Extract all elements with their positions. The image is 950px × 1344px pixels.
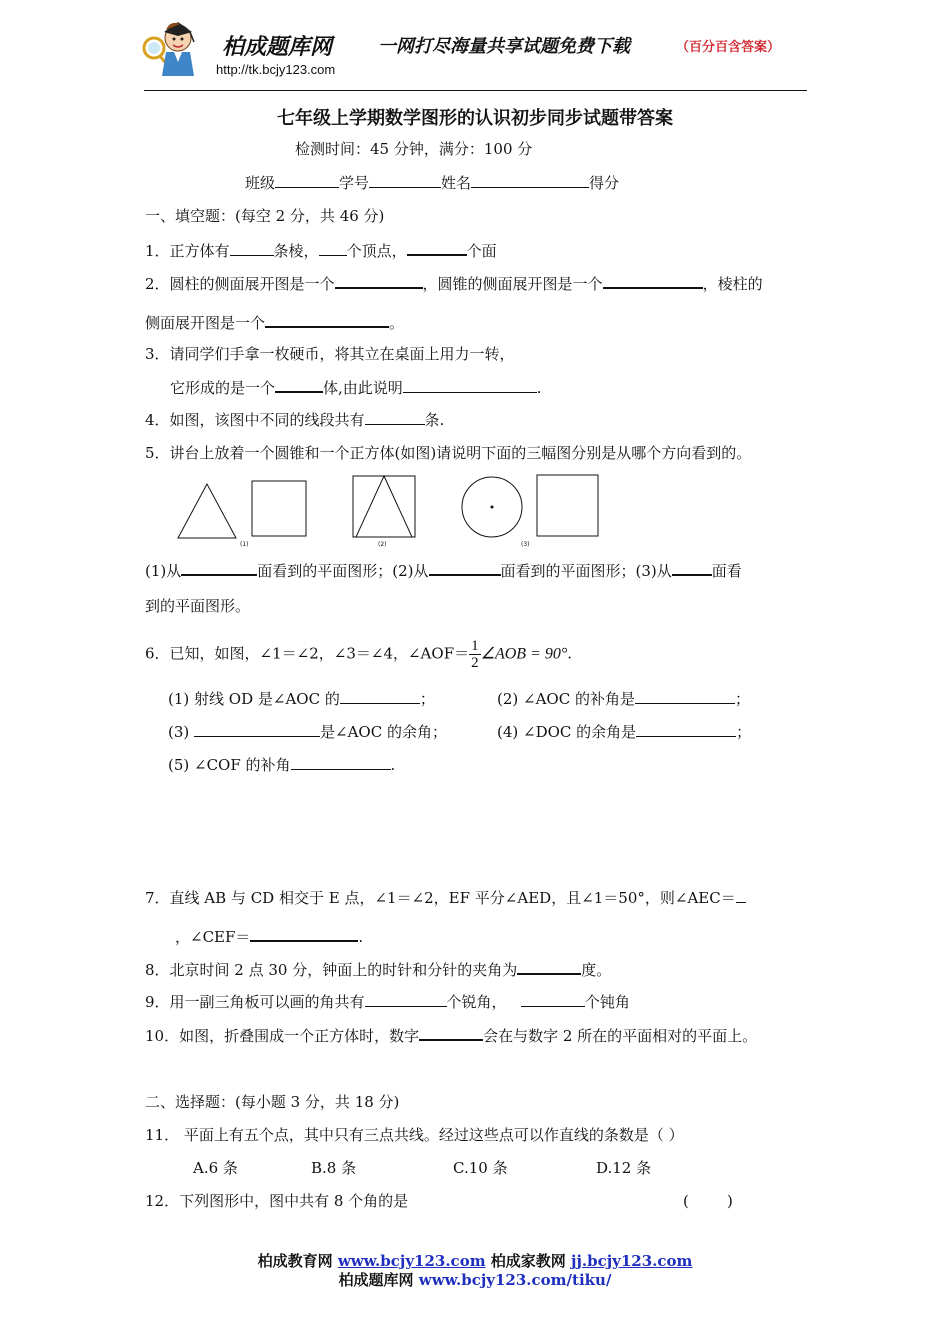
q7-text-b: ，∠CEF＝ [175, 928, 251, 946]
footer-edu-link[interactable]: www.bcjy123.com [337, 1252, 486, 1270]
question-4 [145, 410, 444, 430]
q10-text-b: 会在与数字 2 所在的平面相对的平面上。 [483, 1027, 758, 1045]
q2-text-d: 侧面展开图是一个 [145, 314, 266, 332]
footer-tiku-label: 柏成题库网 [338, 1271, 419, 1289]
header-badge: （百分百含答案） [676, 40, 781, 55]
footer-edu-label: 柏成教育网 [257, 1252, 338, 1270]
q6-p5-end: . [390, 756, 396, 774]
fig-label-2: (2) [378, 541, 387, 548]
q3-text-b: 体,由此说明 [323, 379, 403, 397]
q1-text-b: 条棱， [273, 242, 319, 260]
class-label: 班级 [245, 174, 276, 192]
q6-p1-text: (1) 射线 OD 是∠AOC 的 [168, 690, 340, 708]
q12-answer-paren[interactable]: ( ) [683, 1192, 733, 1210]
header-url[interactable]: http://tk.bcjy123.com [216, 62, 336, 77]
q10-text-a: 10．如图，折叠围成一个正方体时，数字 [145, 1027, 420, 1045]
q6-p2-end: ； [734, 690, 750, 708]
question-7-cont [175, 926, 363, 947]
fig-label-1: (1) [240, 541, 249, 548]
q8-blank[interactable] [517, 959, 581, 975]
q11-option-d[interactable]: D.12 条 [596, 1159, 652, 1177]
q2-text-e: 。 [389, 314, 405, 332]
q9-text-b: 个锐角， [446, 993, 507, 1011]
class-blank[interactable] [275, 173, 339, 188]
q6-end: . [567, 644, 573, 663]
header-slogan: 一网打尽海量共享试题免费下载 [378, 36, 630, 57]
fig-label-3: (3) [521, 541, 530, 548]
footer-line-2 [0, 1269, 950, 1290]
circle-center-dot [491, 506, 494, 509]
q6-p2-text: (2) ∠AOC 的补角是 [497, 690, 635, 708]
q4-blank[interactable] [365, 410, 425, 425]
question-10 [145, 1025, 757, 1046]
q3-blank-2[interactable] [403, 378, 537, 393]
header-rule [144, 90, 807, 91]
q7-blank-1[interactable] [736, 888, 746, 903]
id-label: 学号 [339, 174, 370, 192]
q6-p5-blank[interactable] [291, 755, 391, 770]
q2-blank-1[interactable] [335, 273, 423, 289]
q7-text-c: . [358, 928, 364, 946]
question-8 [145, 959, 611, 980]
q5-text-a: (1)从 [145, 562, 182, 580]
q6-p5-text: (5) ∠COF 的补角 [168, 756, 291, 774]
q5-blank-1[interactable] [181, 560, 257, 576]
q1-text-d: 个面 [466, 242, 497, 260]
q2-blank-2[interactable] [603, 273, 703, 289]
q1-blank-1[interactable] [230, 241, 274, 256]
question-2 [145, 273, 763, 294]
q6-p1-blank[interactable] [340, 689, 420, 704]
q5-figures [170, 470, 620, 552]
q3-blank-1[interactable] [275, 377, 323, 393]
question-9 [145, 992, 630, 1012]
q6-p4-text: (4) ∠DOC 的余角是 [497, 723, 637, 741]
header-mascot [140, 10, 210, 80]
exam-info: 检测时间：45 分钟，满分：100 分 [295, 140, 533, 158]
q6-p3-text: (3) [168, 723, 190, 741]
square-view-3 [537, 475, 598, 536]
fraction-denominator: 2 [471, 655, 479, 671]
question-5-answers [145, 560, 742, 581]
question-6 [145, 638, 572, 671]
q6-p3-end: 是∠AOC 的余角； [320, 723, 447, 741]
question-5: 5．讲台上放着一个圆锥和一个正方体(如图)请说明下面的三幅图分别是从哪个方向看到的。 [145, 444, 752, 462]
footer-tiku-link[interactable]: www.bcjy123.com/tiku/ [418, 1271, 612, 1289]
q6-p4-end: ； [736, 723, 752, 741]
q7-blank-2[interactable] [250, 926, 358, 942]
footer-tutor-label: 柏成家教网 [485, 1252, 572, 1270]
question-3-cont [170, 377, 542, 398]
q4-text-a: 4．如图，该图中不同的线段共有 [145, 411, 365, 429]
question-3: 3．请同学们手拿一枚硬币，将其立在桌面上用力一转， [145, 345, 515, 363]
q6-part-3 [168, 722, 447, 742]
q5-blank-3[interactable] [672, 560, 712, 576]
q2-blank-3[interactable] [265, 312, 389, 328]
q5-blank-2[interactable] [429, 560, 501, 576]
q10-blank[interactable] [419, 1025, 483, 1041]
id-blank[interactable] [369, 173, 441, 188]
fraction-half [469, 638, 481, 671]
question-2-cont [145, 312, 404, 333]
mascot-icon [140, 10, 210, 80]
q6-text-a: 6．已知，如图，∠1＝∠2，∠3＝∠4，∠AOF＝ [145, 644, 470, 663]
question-7 [145, 888, 746, 908]
fraction-numerator: 1 [471, 638, 479, 654]
q1-blank-3[interactable] [407, 240, 467, 256]
q6-p1-end: ； [419, 690, 435, 708]
q3-text-c: . [536, 379, 542, 397]
q6-p2-blank[interactable] [635, 689, 735, 704]
q5-text-d: 面看 [711, 562, 742, 580]
q9-blank-1[interactable] [365, 992, 447, 1007]
q9-text-c: 个钝角 [584, 993, 630, 1011]
q8-text-a: 8．北京时间 2 点 30 分，钟面上的时针和分针的夹角为 [145, 961, 518, 979]
footer-tutor-link[interactable]: jj.bcjy123.com [571, 1252, 693, 1270]
q1-text-c: 个顶点， [346, 242, 407, 260]
section1-heading: 一、填空题：(每空 2 分，共 46 分) [145, 207, 385, 225]
q2-text-a: 2．圆柱的侧面展开图是一个 [145, 275, 335, 293]
section2-heading: 二、选择题：(每小题 3 分，共 18 分) [145, 1093, 400, 1111]
question-5-answers-cont: 到的平面图形。 [145, 597, 251, 615]
q6-math: ∠AOB = 90° [480, 645, 568, 663]
q6-part-4 [497, 722, 751, 742]
square-view-1 [252, 481, 306, 536]
q6-p3-blank[interactable] [194, 722, 320, 737]
student-info-line [245, 173, 619, 193]
q6-part-1 [168, 689, 435, 709]
q2-text-c: ，棱柱的 [702, 275, 763, 293]
question-1 [145, 240, 497, 261]
footer-line-1 [0, 1250, 950, 1271]
name-label: 姓名 [441, 174, 472, 192]
q3-text-a: 它形成的是一个 [170, 379, 276, 397]
q6-part-5 [168, 755, 395, 775]
name-blank[interactable] [471, 173, 589, 188]
q11-option-a[interactable]: A.6 条 [193, 1159, 238, 1177]
q5-text-b: 面看到的平面图形；(2)从 [257, 562, 429, 580]
q6-part-2 [497, 689, 750, 709]
q9-blank-2[interactable] [521, 992, 585, 1007]
score-label: 得分 [589, 174, 620, 192]
q11-option-c[interactable]: C.10 条 [453, 1159, 508, 1177]
question-12: 12．下列图形中，图中共有 8 个角的是 [145, 1192, 409, 1210]
header-brand: 柏成题库网 [222, 35, 333, 60]
q7-text-a: 7．直线 AB 与 CD 相交于 E 点，∠1＝∠2，EF 平分∠AED，且∠1＝50°，则∠AEC＝ [145, 889, 736, 907]
q1-text-a: 1．正方体有 [145, 242, 230, 260]
triangle-view-1 [178, 484, 236, 538]
q9-text-a: 9．用一副三角板可以画的角共有 [145, 993, 365, 1011]
q4-text-b: 条. [424, 411, 445, 429]
question-11: 11． 平面上有五个点，其中只有三点共线。经过这些点可以作直线的条数是（ ） [145, 1126, 684, 1144]
q11-option-b[interactable]: B.8 条 [311, 1159, 357, 1177]
q6-p4-blank[interactable] [636, 722, 736, 737]
page-title: 七年级上学期数学图形的认识初步同步试题带答案 [277, 108, 673, 129]
q1-blank-2[interactable] [319, 241, 347, 256]
square-view-2 [353, 476, 415, 537]
triangle-view-2 [356, 476, 412, 537]
q2-text-b: ，圆锥的侧面展开图是一个 [422, 275, 603, 293]
q5-text-c: 面看到的平面图形；(3)从 [500, 562, 672, 580]
q8-text-b: 度。 [581, 961, 612, 979]
